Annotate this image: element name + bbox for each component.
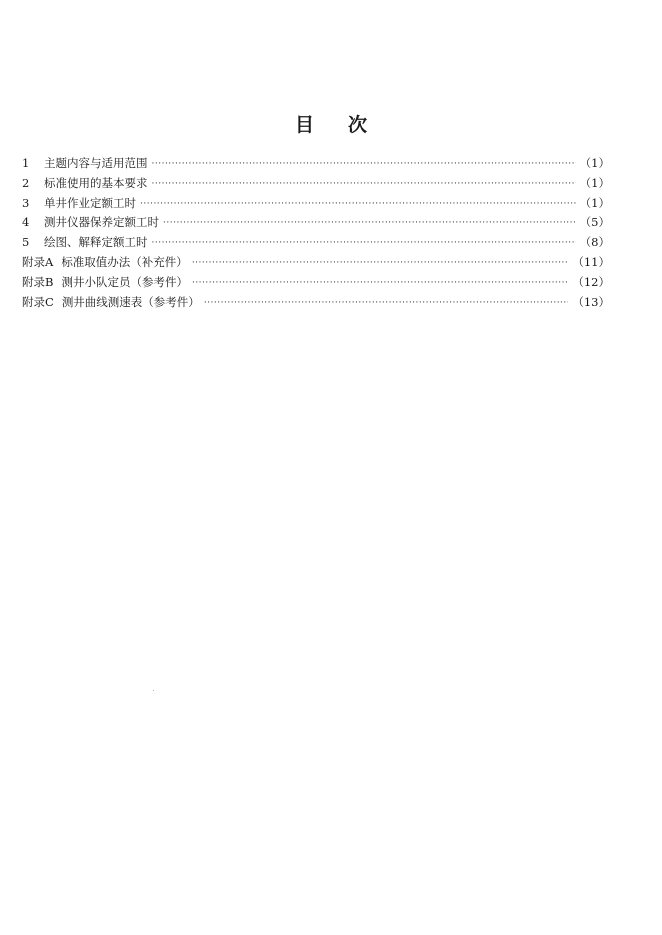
toc-entry[interactable] [22, 213, 610, 233]
toc-entry-page: （5） [579, 215, 610, 230]
toc-entry-number: 5 [22, 235, 30, 250]
toc-entry-page: （12） [572, 274, 610, 289]
toc-entry[interactable] [22, 194, 610, 214]
toc-entry-title: 测井仪器保养定额工时 [44, 215, 159, 230]
toc-entry[interactable] [22, 273, 610, 293]
toc-entry-page: （8） [579, 235, 610, 250]
toc-entry-title: 测井小队定员（参考件） [61, 274, 188, 289]
toc-leader-dots [204, 294, 569, 314]
toc-entry-title: 绘图、解释定额工时 [44, 235, 148, 250]
toc-entry[interactable] [22, 293, 610, 313]
scan-speck [153, 690, 154, 691]
toc-entry-number: 2 [22, 175, 30, 190]
toc-entry-page: （1） [579, 195, 610, 210]
toc-leader-dots [152, 175, 576, 195]
toc-entry-page: （13） [572, 294, 610, 309]
toc-leader-dots [152, 234, 576, 254]
toc-leader-dots [152, 155, 576, 175]
toc-leader-dots [140, 195, 576, 215]
toc-entry-number: 附录A [22, 254, 54, 269]
toc-leader-dots [163, 214, 576, 234]
toc-entry-title: 标准使用的基本要求 [44, 175, 148, 190]
toc-entry[interactable] [22, 174, 610, 194]
toc-entry-page: （1） [579, 175, 610, 190]
toc-heading [0, 110, 662, 137]
toc-entry[interactable] [22, 253, 610, 273]
table-of-contents [22, 154, 610, 312]
toc-entry-number: 附录C [22, 294, 54, 309]
toc-leader-dots [192, 274, 568, 294]
toc-entry-page: （11） [572, 254, 610, 269]
toc-entry-number: 4 [22, 215, 30, 230]
toc-entry-number: 附录B [22, 274, 54, 289]
toc-entry-title: 单井作业定额工时 [44, 195, 136, 210]
toc-entry-page: （1） [579, 156, 610, 170]
toc-heading-part1: 目 [294, 114, 314, 136]
toc-entry-title: 测井曲线测速表（参考件） [61, 294, 200, 309]
toc-leader-dots [192, 254, 569, 274]
toc-heading-part2: 次 [348, 114, 368, 136]
toc-entry-title: 主题内容与适用范围 [44, 156, 148, 170]
toc-entry[interactable] [22, 154, 610, 174]
toc-entry-number: 1 [22, 156, 30, 170]
toc-entry-number: 3 [22, 195, 30, 210]
toc-entry-title: 标准取值办法（补充件） [61, 254, 188, 269]
toc-entry[interactable] [22, 233, 610, 253]
